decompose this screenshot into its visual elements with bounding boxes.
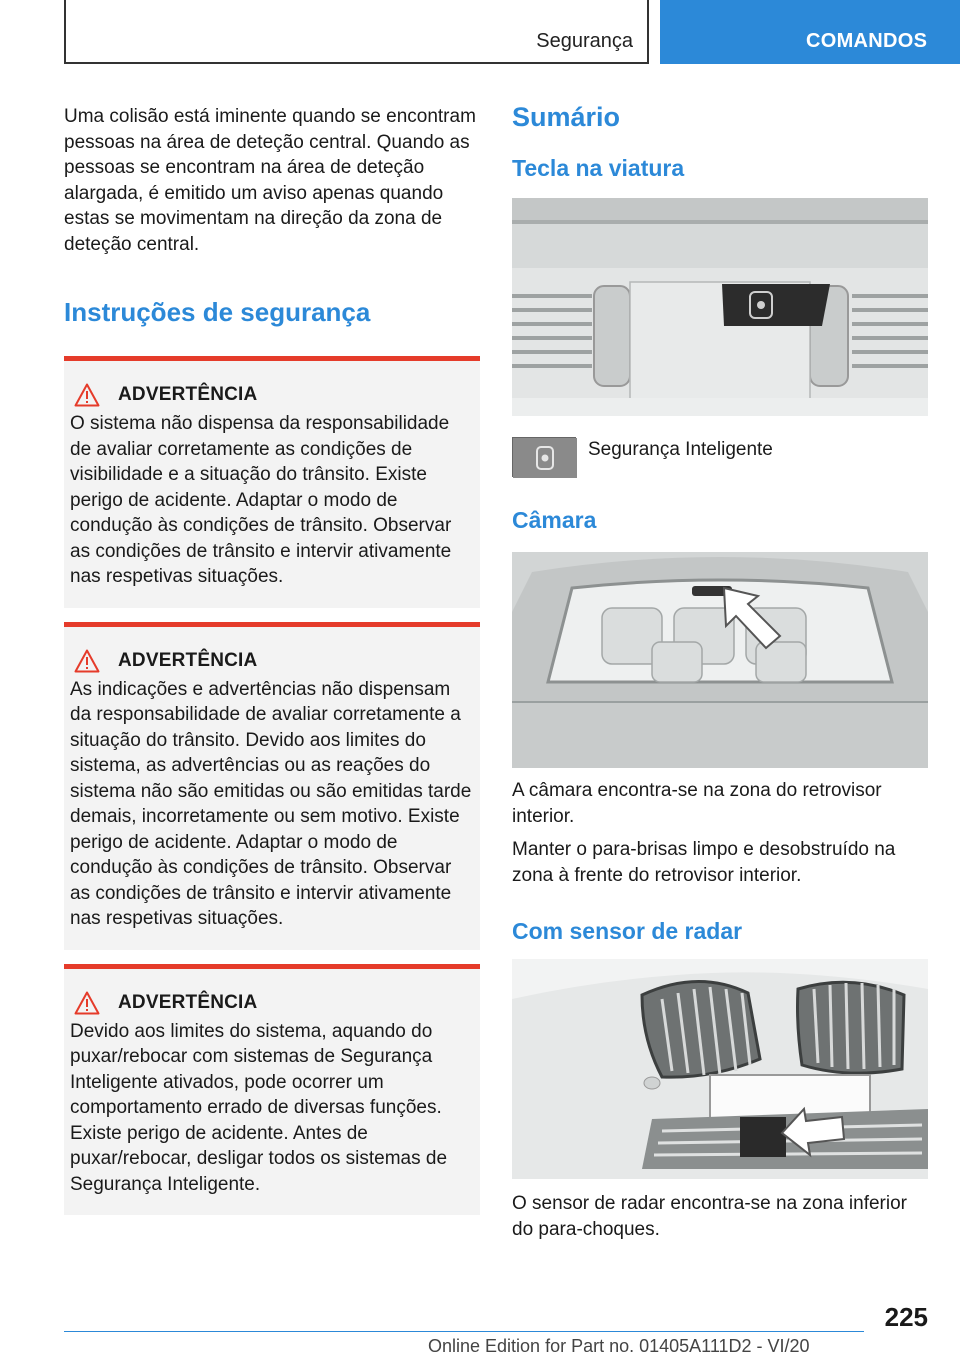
intelligent-safety-label: Segurança Inteligente	[588, 439, 773, 460]
right-column	[512, 100, 928, 1242]
header-section-label: Segurança	[536, 30, 633, 52]
intro-paragraph: Uma colisão está iminente quando se encontram pessoas na área de deteção central. Quando as pessoas se encontram na área de deteção alargada, é emitido um aviso apenas quando estas se movimentam na direção da zona de deteção central.	[64, 106, 476, 255]
warning-triangle-icon	[74, 383, 100, 407]
footer-divider	[64, 1331, 864, 1332]
button-heading: Tecla na viatura	[512, 155, 685, 181]
dashboard-button-photo	[512, 198, 928, 416]
left-column	[64, 104, 480, 1229]
radar-heading: Com sensor de radar	[512, 918, 743, 944]
warning-text: As indicações e advertências não dispensam da responsabilidade de avaliar corretamente a situação do trânsito. Devido aos limites do sistema, as advertências ou as reações do sistema não são emitidas ou são emitidas tarde demais, incorretamente ou sem motivo. Existe perigo de acidente. Adaptar o modo de condução às condições de trânsito. Observar as condições de trânsito e intervir ativamente nas respetivas situações.	[70, 678, 472, 929]
warning-text: O sistema não dispensa da responsabilidade de avaliar corretamente as condições de visibilidade e a situação do trânsito. Existe perigo de acidente. Adaptar o modo de condução às condições de trânsito. Observar as condições de trânsito e intervir ativamente nas respetivas situações.	[70, 413, 452, 587]
radar-location-photo	[512, 959, 928, 1179]
header-section-tab	[64, 0, 649, 64]
warning-triangle-icon	[74, 991, 100, 1015]
camera-text-1: A câmara encontra-se na zona do retrovisor interior.	[512, 780, 882, 827]
warning-text: Devido aos limites do sistema, aquando do puxar/rebocar com sistemas de Segurança Inteligente ativados, pode ocorrer um comportamento errado de diversas funções. Existe perigo de acidente. Antes de puxar/rebocar, desligar todos os sistemas de Segurança Inteligente.	[70, 1020, 448, 1195]
warning-title: ADVERTÊNCIA	[118, 384, 258, 405]
camera-location-photo	[512, 552, 928, 768]
warning-box-1	[64, 356, 480, 608]
safety-heading: Instruções de segurança	[64, 297, 371, 327]
warning-triangle-icon	[74, 649, 100, 673]
warning-box-2	[64, 622, 480, 950]
warning-title: ADVERTÊNCIA	[118, 649, 258, 671]
page-number: 225	[884, 1302, 928, 1332]
summary-heading: Sumário	[512, 102, 621, 132]
intelligent-safety-key	[512, 436, 928, 477]
radar-text: O sensor de radar encontra-se na zona inferior do para-choques.	[512, 1193, 907, 1240]
footer-edition: Online Edition for Part no. 01405A111D2 - VI/20	[428, 1336, 810, 1356]
camera-heading: Câmara	[512, 507, 597, 533]
header-chapter-label: COMANDOS	[806, 30, 928, 52]
camera-text	[512, 778, 928, 888]
camera-text-2: Manter o para-brisas limpo e desobstruído na zona à frente do retrovisor interior.	[512, 839, 896, 886]
header-chapter-tab[interactable]	[660, 0, 960, 64]
intelligent-safety-button-icon	[512, 437, 576, 477]
warning-title: ADVERTÊNCIA	[118, 991, 258, 1013]
warning-box-3	[64, 964, 480, 1216]
